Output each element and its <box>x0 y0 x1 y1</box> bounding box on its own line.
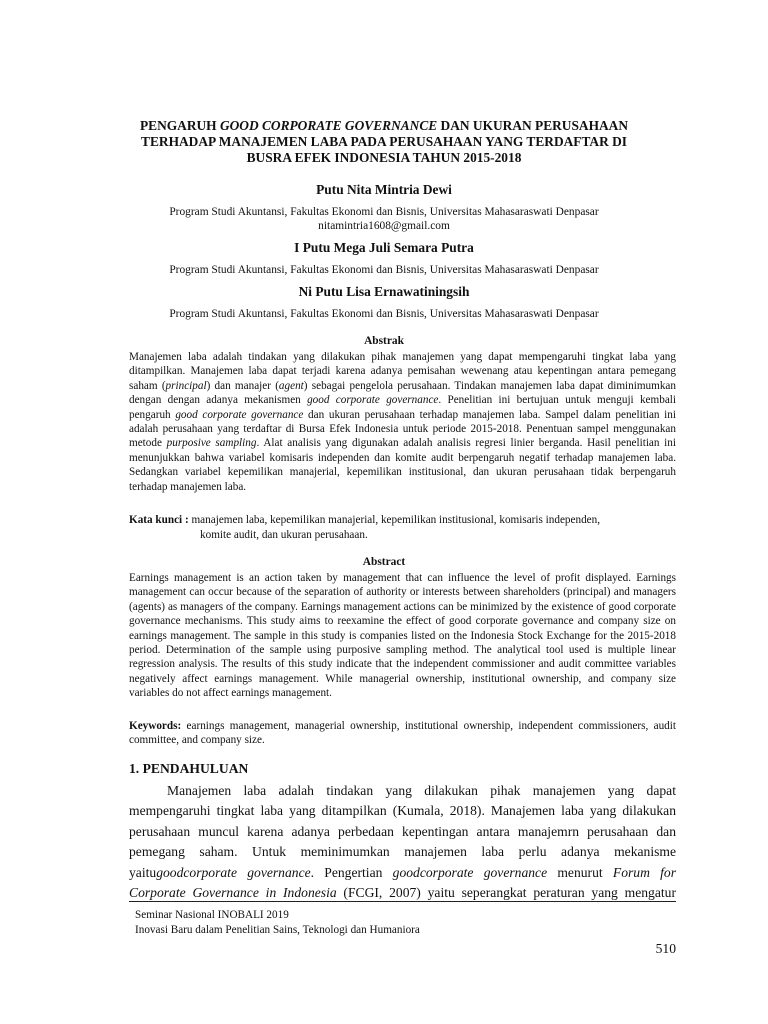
keywords <box>129 719 676 748</box>
kata-kunci-text-cont: komite audit, dan ukuran perusahaan. <box>200 529 368 541</box>
abstract-heading: Abstract <box>362 556 406 568</box>
paragraph-text: . Pengertian <box>310 864 393 880</box>
author-name: Putu Nita Mintria Dewi <box>316 182 452 197</box>
kata-kunci <box>129 513 676 527</box>
abstrak-text: ) sebagai pengelola perusahaan. Tindakan manajemen laba dapat diminimumkan dengan dengan adanya mekanismen <box>129 379 676 407</box>
paragraph-italic: Corporate Governance in Indonesia <box>129 885 337 901</box>
abstrak-body <box>129 350 676 494</box>
paragraph-text: (FCGI, 2007) yaitu seperangkat peraturan yang mengatur <box>336 885 676 901</box>
title-line-2: TERHADAP MANAJEMEN LABA PADA PERUSAHAAN YANG TERDAFTAR DI <box>141 134 627 149</box>
introduction-paragraph <box>129 781 676 903</box>
paper-title <box>120 118 648 166</box>
title-line-1 <box>120 118 648 134</box>
page-number: 510 <box>655 941 676 956</box>
paragraph-text: yaitu <box>129 864 157 880</box>
footer-divider <box>129 901 676 902</box>
paragraph-italic: goodcorporate governance <box>392 864 548 880</box>
author-affiliation: Program Studi Akuntansi, Fakultas Ekonomi dan Bisnis, Universitas Mahasaraswati Denpasar <box>169 206 599 218</box>
abstract-body: Earnings management is an action taken by management that can influence the level of profit displayed. Earnings management can occur because of the separation of authority or interests between shareholders (principal) and managers (agents) as managers of the company. Earnings management actions can be minimized by the existence of good corporate governance mechanisms. This study aims to reexamine the effect of good corporate governance and company size on earnings management. The sample in this study is companies listed on the Indonesia Stock Exchange for the 2015-2018 period. Determination of the sample using purposive sampling method. The analytical tool used is multiple linear regression analysis. The results of this study indicate that the independent commissioner and audit committee variables negatively affect earnings management. While managerial ownership, institutional ownership, and company size variables do not affect earnings management. <box>129 572 676 700</box>
author-email: nitamintria1608@gmail.com <box>318 220 450 232</box>
kata-kunci-text: manajemen laba, kepemilikan manajerial, kepemilikan institusional, komisaris independen, <box>188 514 601 526</box>
author-affiliation: Program Studi Akuntansi, Fakultas Ekonomi dan Bisnis, Universitas Mahasaraswati Denpasar <box>169 264 599 276</box>
abstrak-italic: principal <box>165 379 207 392</box>
paragraph-line: perusahaan muncul karena adanya perbedaan kepentingan antara manajemrn perusahaan dan <box>129 823 676 839</box>
author-name: Ni Putu Lisa Ernawatiningsih <box>298 284 470 299</box>
title-line-3: BUSRA EFEK INDONESIA TAHUN 2015-2018 <box>246 150 522 165</box>
author-affiliation: Program Studi Akuntansi, Fakultas Ekonomi dan Bisnis, Universitas Mahasaraswati Denpasar <box>169 308 599 320</box>
abstrak-italic: good corporate governance <box>175 408 304 421</box>
paragraph-line: mempengaruhi tingkat laba yang ditampilkan (Kumala, 2018). Manajemen laba yang dilakukan <box>129 803 676 819</box>
abstrak-text: . Alat analisis yang digunakan adalah analisis regresi linier berganda. Hasil penelitian ini menunjukkan bahwa variabel komisaris independen dan komite audit berpengaruh negatif terhadap manajemen laba. Sedangkan variabel kepemilikan manajerial, kepemilikan institusional, dan ukuran perusahaan tidak berpengaruh terhadap manajemen laba. <box>129 437 676 493</box>
kata-kunci-label: Kata kunci : <box>129 514 189 526</box>
abstrak-italic: agent <box>278 379 304 392</box>
title-italic: GOOD CORPORATE GOVERNANCE <box>219 118 438 133</box>
abstrak-text: . Penelitian ini bertujuan untuk menguji kembali pengaruh <box>129 394 676 421</box>
title-text: PENGARUH <box>139 118 220 133</box>
abstrak-text: ) dan manajer ( <box>206 379 279 392</box>
keywords-text: earnings management, managerial ownership, institutional ownership, independent commissioners, audit committee, and company size. <box>129 720 676 747</box>
title-text: DAN UKURAN PERUSAHAAN <box>437 118 629 133</box>
abstrak-text: Manajemen laba adalah tindakan yang dilakukan pihak manajemen yang dapat mempengaruhi tingkat laba yang ditampilkan. Manajemen laba dapat terjadi karena adanya pemisahan wewenang atau kepentingan antara pemegang saham ( <box>129 351 676 392</box>
section-heading: 1. PENDAHULUAN <box>129 761 249 776</box>
abstrak-italic: good corporate governance <box>307 394 439 407</box>
abstrak-text: dan ukuran perusahaan terhadap manajemen laba. Sampel dalam penelitian ini adalah perusahaan yang terdaftar di Bursa Efek Indonesia untuk periode 2015-2018. Penentuan sampel menggunakan metode <box>129 408 676 450</box>
footer-conference: Seminar Nasional INOBALI 2019 <box>135 909 289 921</box>
paragraph-line: pemegang saham. Untuk meminimumkan manajemen laba perlu adanya mekanisme <box>129 844 676 860</box>
abstrak-italic: purposive sampling <box>166 437 257 450</box>
footer-subtitle: Inovasi Baru dalam Penelitian Sains, Teknologi dan Humaniora <box>135 924 420 936</box>
paragraph-line <box>129 863 676 883</box>
paragraph-italic: goodcorporate governance <box>156 864 311 880</box>
paragraph-line: Manajemen laba adalah tindakan yang dilakukan pihak manajemen yang dapat <box>167 783 676 798</box>
keywords-label: Keywords: <box>129 720 182 732</box>
paragraph-italic: Forum for <box>612 864 676 880</box>
author-name: I Putu Mega Juli Semara Putra <box>294 240 474 255</box>
paragraph-text: menurut <box>547 864 613 880</box>
abstrak-heading: Abstrak <box>364 335 404 347</box>
